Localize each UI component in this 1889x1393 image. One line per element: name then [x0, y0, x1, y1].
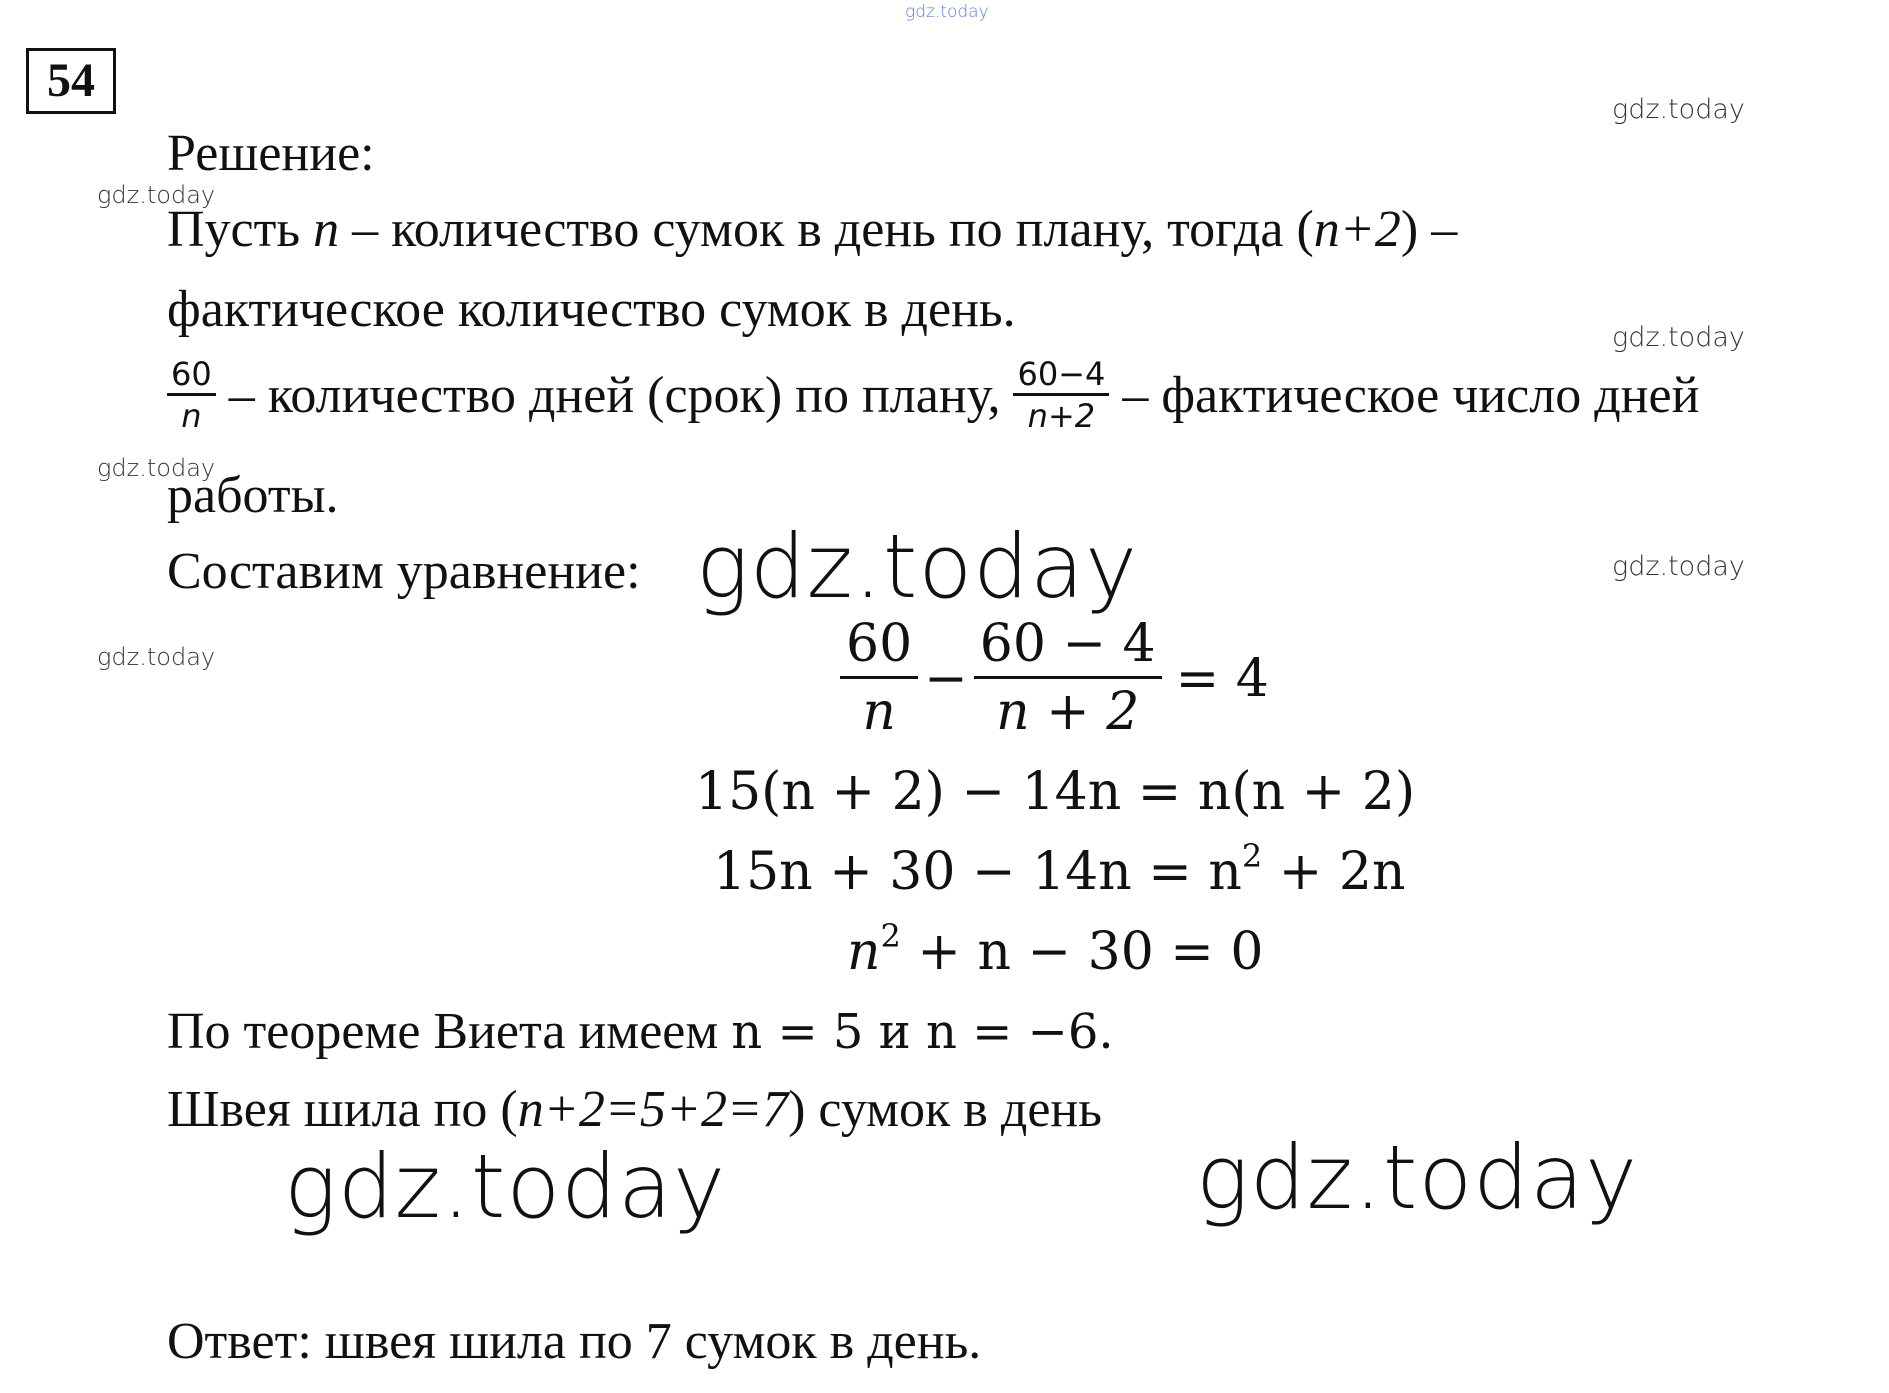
equation-1	[840, 612, 1269, 745]
watermark-large-3: gdz.today	[1196, 1126, 1639, 1229]
text-line-2: фактическое количество сумок в день.	[167, 281, 1016, 338]
answer-line: Ответ: швея шила по 7 сумок в день.	[167, 1313, 982, 1370]
vieta-line	[167, 1002, 1114, 1062]
watermark-large-1: gdz.today	[696, 515, 1139, 618]
fraction-56-over-n-plus-2	[1013, 355, 1109, 436]
watermark-top: gdz.today	[905, 2, 989, 22]
exponent: 2	[1241, 837, 1263, 875]
vieta-text: По теореме Виета имеем	[167, 1003, 732, 1060]
fraction-numerator: 60	[171, 355, 212, 393]
problem-number: 54	[26, 48, 116, 114]
exponent: 2	[880, 917, 901, 955]
text-line-3	[167, 355, 1699, 436]
equation4-part-b: + n − 30 = 0	[900, 922, 1264, 982]
fraction-denominator: n	[862, 682, 896, 742]
fraction-numerator: 60−4	[1017, 355, 1106, 393]
solution-heading: Решение:	[167, 125, 375, 182]
expression-n-plus-2: n+2	[1313, 201, 1401, 258]
fraction-denominator: n + 2	[996, 682, 1140, 742]
equation-2: 15(n + 2) − 14n = n(n + 2)	[695, 762, 1416, 822]
equation-4	[847, 917, 1264, 982]
text-line-4: работы.	[167, 467, 339, 524]
watermark-left-3: gdz.today	[97, 643, 216, 671]
seamstress-expression: n+2=5+2=7	[517, 1081, 789, 1138]
variable-n: n	[313, 201, 340, 258]
vieta-roots: n = 5 и n = −6.	[731, 1004, 1114, 1060]
fraction-60-minus-4-over-n-plus-2	[974, 612, 1162, 745]
line3-part-b: – фактическое число дней	[1109, 366, 1700, 424]
fraction-numerator: 60 − 4	[979, 614, 1156, 674]
equation3-part-b: + 2n	[1262, 842, 1406, 902]
watermark-left-2: gdz.today	[97, 454, 216, 482]
watermark-right-2: gdz.today	[1612, 322, 1745, 353]
fraction-60-over-n	[840, 612, 918, 745]
seamstress-part-b: ) сумок в день	[788, 1081, 1102, 1138]
fraction-denominator: n+2	[1027, 397, 1096, 435]
fraction-denominator: n	[181, 397, 202, 435]
seamstress-part-a: Швея шила по (	[167, 1081, 518, 1138]
text-line-5: Составим уравнение:	[167, 543, 641, 600]
watermark-left-1: gdz.today	[97, 181, 216, 209]
line1-part-b: – количество сумок в день по плану, тогда (	[339, 201, 1314, 258]
line1-part-c: ) –	[1400, 201, 1458, 258]
line3-part-a: – количество дней (срок) по плану,	[215, 366, 1014, 424]
fraction-60-over-n	[167, 355, 216, 436]
watermark-large-2: gdz.today	[284, 1135, 727, 1238]
seamstress-line	[167, 1080, 1102, 1140]
text-line-1	[167, 200, 1457, 260]
equation-rhs: = 4	[1175, 648, 1269, 709]
line1-part-a: Пусть	[167, 201, 314, 258]
minus-sign: −	[924, 648, 968, 709]
equation4-part-a: n	[847, 922, 881, 982]
watermark-right-3: gdz.today	[1612, 551, 1745, 582]
watermark-right-1: gdz.today	[1612, 94, 1745, 125]
equation3-part-a: 15n + 30 − 14n = n	[713, 842, 1242, 902]
equation-3	[713, 837, 1406, 902]
fraction-numerator: 60	[846, 614, 913, 674]
